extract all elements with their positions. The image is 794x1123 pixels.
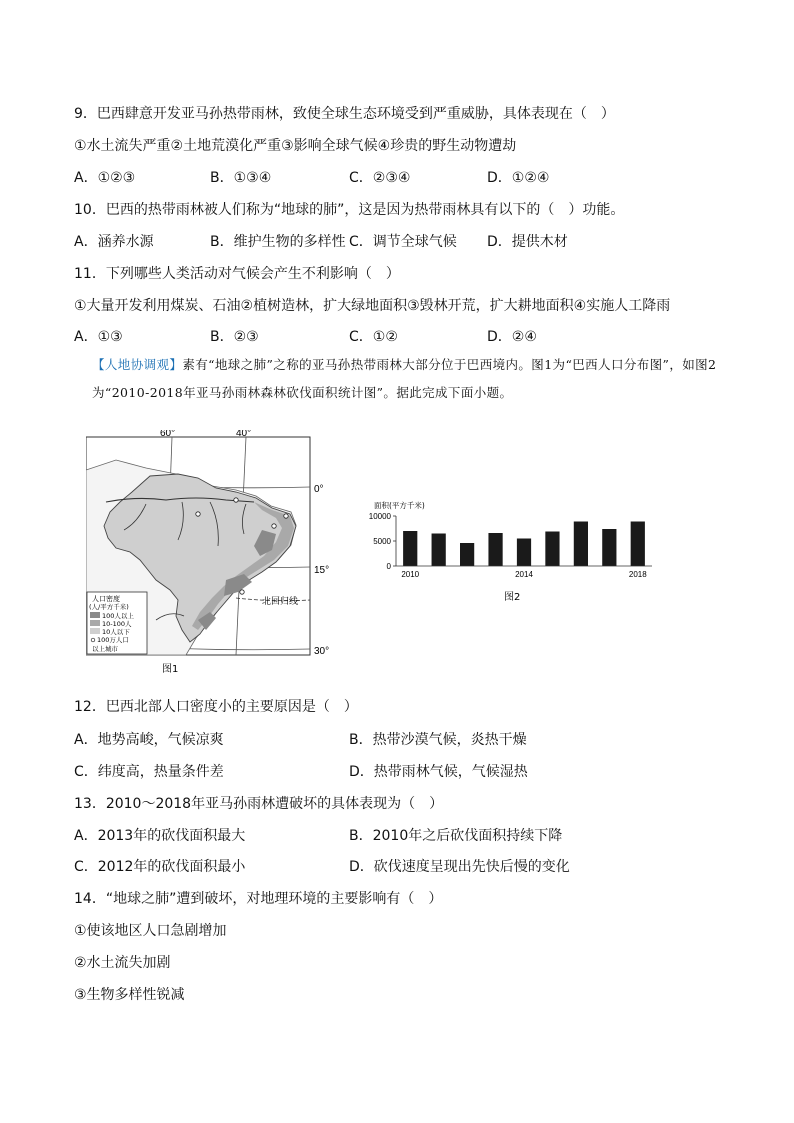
city-marker [196, 512, 200, 516]
deforestation-bar-chart [360, 498, 660, 608]
bar-2010 [403, 531, 417, 566]
city-marker [284, 514, 288, 518]
bar-2013 [488, 533, 502, 566]
q13-stem: 13．2010～2018年亚马孙雨林遭破坏的具体表现为（ ） [74, 796, 444, 812]
bar-2014 [517, 539, 531, 567]
legend-city: 100万人口 [97, 636, 129, 644]
q9-option-c: C．②③④ [349, 170, 411, 186]
q13-option-c: C．2012年的砍伐面积最小 [74, 859, 246, 875]
x-tick-label: 2014 [515, 570, 533, 579]
tropic-label: 北回归线 [262, 597, 299, 607]
chart-ylabel: 面积(平方千米) [374, 501, 425, 510]
q10-stem: 10．巴西的热带雨林被人们称为“地球的肺”，这是因为热带雨林具有以下的（ ）功能。 [74, 202, 625, 218]
city-marker [240, 590, 244, 594]
q11-option-b: B．②③ [210, 329, 259, 345]
q11-option-c: C．①② [349, 329, 398, 345]
q14-item-1: ①使该地区人口急剧增加 [74, 923, 227, 939]
q11-option-a: A．①③ [74, 329, 123, 345]
lon-label-60: 60° [160, 430, 176, 439]
lat-label-30: 30° [314, 646, 330, 657]
x-tick-label: 2010 [401, 570, 420, 579]
q10-option-a: A．涵养水源 [74, 234, 154, 250]
bar-2016 [574, 522, 588, 567]
q11-items: ①大量开发利用煤炭、石油②植树造林，扩大绿地面积③毁林开荒，扩大耕地面积④实施人工降雨 [74, 298, 671, 314]
legend-unit: (人/平方千米) [89, 603, 129, 611]
q13-option-b: B．2010年之后砍伐面积持续下降 [349, 828, 563, 844]
y-tick-label: 5000 [373, 537, 391, 546]
legend-title: 人口密度 [92, 595, 120, 603]
brazil-population-map [86, 430, 334, 676]
q9-option-d: D．①②④ [487, 170, 550, 186]
q14-stem: 14．“地球之肺”遭到破坏，对地理环境的主要影响有（ ） [74, 891, 443, 907]
q10-option-d: D．提供木材 [487, 234, 568, 250]
figure-1-caption: 图1 [162, 664, 179, 675]
legend-item-high: 100人以上 [102, 612, 134, 620]
q9-items: ①水土流失严重②土地荒漠化严重③影响全球气候④珍贵的野生动物遭劫 [74, 138, 517, 154]
intro-paragraph [92, 351, 720, 407]
legend-city-2: 以上城市 [92, 645, 118, 653]
lat-label-0: 0° [314, 484, 324, 495]
q14-item-2: ②水土流失加剧 [74, 955, 171, 971]
legend-item-mid: 10-100人 [102, 620, 132, 628]
lat-label-15: 15° [314, 565, 330, 576]
y-tick-label: 10000 [368, 512, 391, 521]
q9-option-a: A．①②③ [74, 170, 136, 186]
q12-stem: 12．巴西北部人口密度小的主要原因是（ ） [74, 699, 358, 715]
q12-option-a: A．地势高峻，气候凉爽 [74, 732, 224, 748]
bar-2012 [460, 543, 474, 566]
y-tick-label: 0 [386, 562, 391, 571]
city-marker [234, 498, 238, 502]
bar-2017 [602, 529, 616, 566]
q10-option-b: B．维护生物的多样性 [210, 234, 346, 250]
city-marker [272, 524, 276, 528]
intro-tag: 【人地协调观】 [92, 357, 183, 372]
q9-option-b: B．①③④ [210, 170, 272, 186]
q9-stem: 9．巴西肆意开发亚马孙热带雨林，致使全球生态环境受到严重威胁，具体表现在（ ） [74, 106, 615, 122]
figure-2-caption: 图2 [504, 592, 521, 603]
bar-2011 [432, 534, 446, 567]
q13-option-d: D．砍伐速度呈现出先快后慢的变化 [349, 859, 570, 875]
q12-option-b: B．热带沙漠气候，炎热干燥 [349, 732, 527, 748]
figure-1-map [86, 430, 334, 676]
q11-option-d: D．②④ [487, 329, 537, 345]
intro-text: 素有“地球之肺”之称的亚马孙热带雨林大部分位于巴西境内。图1为“巴西人口分布图”，如图2为“2010-2018年亚马孙雨林森林砍伐面积统计图”。据此完成下面小题。 [92, 357, 717, 400]
q14-item-3: ③生物多样性锐减 [74, 987, 185, 1003]
q13-option-a: A．2013年的砍伐面积最大 [74, 828, 246, 844]
q11-stem: 11．下列哪些人类活动对气候会产生不利影响（ ） [74, 266, 400, 282]
legend-item-low: 10人以下 [102, 628, 130, 636]
q10-option-c: C．调节全球气候 [349, 234, 457, 250]
q12-option-d: D．热带雨林气候，气候湿热 [349, 764, 528, 780]
bar-2018 [631, 522, 645, 567]
x-tick-label: 2018 [628, 570, 647, 579]
bar-2015 [545, 532, 559, 567]
q12-option-c: C．纬度高，热量条件差 [74, 764, 224, 780]
figure-2-chart [360, 498, 660, 608]
lon-label-40: 40° [236, 430, 252, 439]
